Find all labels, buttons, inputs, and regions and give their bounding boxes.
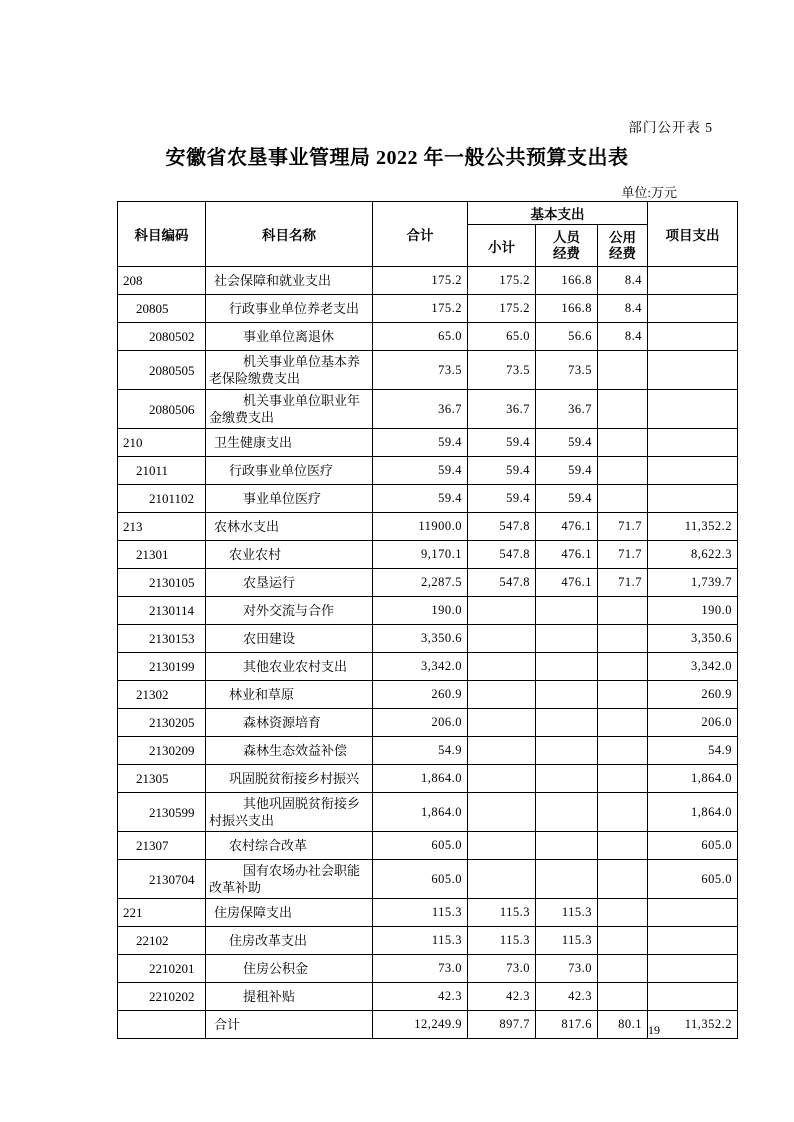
table-row: [118, 899, 738, 927]
cell-personnel-funds: 166.8: [536, 267, 598, 295]
cell-project-expenditure: [648, 899, 738, 927]
cell-basic-subtotal: [468, 681, 536, 709]
cell-personnel-funds: [536, 765, 598, 793]
cell-total: 3,350.6: [373, 625, 468, 653]
cell-public-funds: [598, 709, 648, 737]
table-row: [118, 351, 738, 390]
col-header-public-line2: 经费: [609, 245, 636, 261]
cell-subject-code: 208: [118, 267, 206, 295]
cell-subject-code: 221: [118, 899, 206, 927]
col-header-subject-code: 科目编码: [118, 202, 206, 267]
cell-public-funds: [598, 832, 648, 860]
cell-personnel-funds: 36.7: [536, 390, 598, 429]
cell-total: 115.3: [373, 899, 468, 927]
cell-public-funds: [598, 860, 648, 899]
col-header-personnel-line1: 人员: [553, 229, 580, 245]
cell-personnel-funds: [536, 597, 598, 625]
cell-project-expenditure: [648, 457, 738, 485]
cell-basic-subtotal: 73.5: [468, 351, 536, 390]
cell-subject-code: 2130704: [118, 860, 206, 899]
cell-subject-code: 213: [118, 513, 206, 541]
col-header-public-funds: [598, 225, 648, 267]
cell-basic-subtotal: 547.8: [468, 513, 536, 541]
col-header-personnel-funds: [536, 225, 598, 267]
cell-subject-code: 22102: [118, 927, 206, 955]
table-body: [118, 267, 738, 1039]
cell-basic-subtotal: 547.8: [468, 541, 536, 569]
cell-personnel-funds: 115.3: [536, 927, 598, 955]
cell-subject-name: 卫生健康支出: [206, 429, 373, 457]
cell-subject-name: 合计: [206, 1011, 373, 1039]
cell-public-funds: 80.1: [598, 1011, 648, 1039]
cell-basic-subtotal: 59.4: [468, 485, 536, 513]
cell-subject-code: 2130199: [118, 653, 206, 681]
cell-public-funds: [598, 653, 648, 681]
cell-subject-name: 农林水支出: [206, 513, 373, 541]
unit-label: 单位:万元: [621, 185, 677, 200]
table-row: [118, 653, 738, 681]
col-header-public-line1: 公用: [609, 229, 636, 245]
cell-total: 59.4: [373, 485, 468, 513]
table-row: [118, 429, 738, 457]
table-row: [118, 860, 738, 899]
table-row: [118, 295, 738, 323]
cell-project-expenditure: [648, 351, 738, 390]
cell-subject-name: 其他农业农村支出: [206, 653, 373, 681]
cell-total: 1,864.0: [373, 765, 468, 793]
cell-project-expenditure: [648, 390, 738, 429]
table-row: [118, 625, 738, 653]
cell-subject-code: 21302: [118, 681, 206, 709]
col-header-basic-subtotal: 小计: [468, 225, 536, 267]
cell-subject-code: 2080505: [118, 351, 206, 390]
cell-basic-subtotal: [468, 653, 536, 681]
table-row: [118, 569, 738, 597]
cell-subject-name: 事业单位医疗: [206, 485, 373, 513]
cell-total: 206.0: [373, 709, 468, 737]
cell-total: 175.2: [373, 267, 468, 295]
cell-public-funds: [598, 485, 648, 513]
cell-personnel-funds: [536, 832, 598, 860]
cell-subject-code: 210: [118, 429, 206, 457]
cell-public-funds: 8.4: [598, 295, 648, 323]
cell-total: 42.3: [373, 983, 468, 1011]
cell-subject-name: 行政事业单位医疗: [206, 457, 373, 485]
cell-public-funds: [598, 927, 648, 955]
cell-basic-subtotal: [468, 597, 536, 625]
cell-personnel-funds: 56.6: [536, 323, 598, 351]
budget-table: [117, 201, 738, 1039]
cell-subject-name: 对外交流与合作: [206, 597, 373, 625]
cell-public-funds: [598, 351, 648, 390]
col-header-total: 合计: [373, 202, 468, 267]
cell-subject-name: 事业单位离退休: [206, 323, 373, 351]
cell-basic-subtotal: [468, 709, 536, 737]
cell-subject-code: 20805: [118, 295, 206, 323]
cell-public-funds: [598, 597, 648, 625]
cell-basic-subtotal: 59.4: [468, 457, 536, 485]
table-row: [118, 323, 738, 351]
cell-personnel-funds: 476.1: [536, 541, 598, 569]
cell-subject-name: 林业和草原: [206, 681, 373, 709]
cell-project-expenditure: 605.0: [648, 832, 738, 860]
cell-subject-name: 国有农场办社会职能改革补助: [206, 860, 373, 899]
cell-project-expenditure: 8,622.3: [648, 541, 738, 569]
cell-personnel-funds: [536, 709, 598, 737]
cell-public-funds: [598, 983, 648, 1011]
cell-basic-subtotal: [468, 860, 536, 899]
cell-subject-code: 2130114: [118, 597, 206, 625]
cell-project-expenditure: [648, 429, 738, 457]
col-header-project-expenditure: 项目支出: [648, 202, 738, 267]
table-row: [118, 832, 738, 860]
table-row: [118, 513, 738, 541]
cell-project-expenditure: 54.9: [648, 737, 738, 765]
table-row: [118, 597, 738, 625]
cell-basic-subtotal: [468, 793, 536, 832]
cell-basic-subtotal: 36.7: [468, 390, 536, 429]
cell-personnel-funds: [536, 860, 598, 899]
cell-project-expenditure: 190.0: [648, 597, 738, 625]
cell-personnel-funds: 476.1: [536, 569, 598, 597]
cell-subject-name: 其他巩固脱贫衔接乡村振兴支出: [206, 793, 373, 832]
cell-public-funds: 8.4: [598, 323, 648, 351]
cell-public-funds: [598, 625, 648, 653]
cell-project-expenditure: 605.0: [648, 860, 738, 899]
cell-public-funds: [598, 765, 648, 793]
cell-project-expenditure: [648, 927, 738, 955]
cell-project-expenditure: 3,342.0: [648, 653, 738, 681]
cell-project-expenditure: 1,739.7: [648, 569, 738, 597]
page-title: 安徽省农垦事业管理局 2022 年一般公共预算支出表: [165, 147, 629, 169]
cell-project-expenditure: [648, 295, 738, 323]
cell-total: 190.0: [373, 597, 468, 625]
cell-basic-subtotal: [468, 625, 536, 653]
cell-total: 73.5: [373, 351, 468, 390]
cell-subject-name: 农垦运行: [206, 569, 373, 597]
cell-personnel-funds: [536, 793, 598, 832]
cell-subject-code: [118, 1011, 206, 1039]
cell-subject-name: 机关事业单位职业年金缴费支出: [206, 390, 373, 429]
table-row: [118, 983, 738, 1011]
cell-personnel-funds: 73.0: [536, 955, 598, 983]
cell-total: 1,864.0: [373, 793, 468, 832]
table-row: [118, 681, 738, 709]
cell-basic-subtotal: 115.3: [468, 927, 536, 955]
cell-basic-subtotal: 175.2: [468, 295, 536, 323]
cell-total: 11900.0: [373, 513, 468, 541]
cell-subject-code: 2101102: [118, 485, 206, 513]
cell-subject-code: 2210202: [118, 983, 206, 1011]
cell-project-expenditure: [648, 323, 738, 351]
cell-personnel-funds: 817.6: [536, 1011, 598, 1039]
cell-project-expenditure: 11,352.2: [648, 513, 738, 541]
cell-total: 3,342.0: [373, 653, 468, 681]
cell-personnel-funds: [536, 737, 598, 765]
cell-project-expenditure: 1,864.0: [648, 765, 738, 793]
cell-public-funds: [598, 681, 648, 709]
cell-subject-code: 2130153: [118, 625, 206, 653]
cell-project-expenditure: 206.0: [648, 709, 738, 737]
cell-project-expenditure: [648, 485, 738, 513]
cell-personnel-funds: 42.3: [536, 983, 598, 1011]
cell-basic-subtotal: 115.3: [468, 899, 536, 927]
table-row: [118, 485, 738, 513]
cell-personnel-funds: [536, 653, 598, 681]
table-row: [118, 737, 738, 765]
cell-public-funds: [598, 429, 648, 457]
cell-public-funds: [598, 737, 648, 765]
cell-total: 260.9: [373, 681, 468, 709]
cell-subject-name: 住房保障支出: [206, 899, 373, 927]
cell-basic-subtotal: 897.7: [468, 1011, 536, 1039]
cell-basic-subtotal: 547.8: [468, 569, 536, 597]
cell-total: 2,287.5: [373, 569, 468, 597]
cell-public-funds: [598, 457, 648, 485]
cell-basic-subtotal: 59.4: [468, 429, 536, 457]
table-row: [118, 927, 738, 955]
col-header-subject-name: 科目名称: [206, 202, 373, 267]
cell-subject-code: 2080502: [118, 323, 206, 351]
cell-subject-name: 森林资源培育: [206, 709, 373, 737]
cell-subject-code: 2130205: [118, 709, 206, 737]
table-row: [118, 1011, 738, 1039]
cell-total: 605.0: [373, 832, 468, 860]
cell-subject-name: 农业农村: [206, 541, 373, 569]
cell-total: 9,170.1: [373, 541, 468, 569]
table-row: [118, 709, 738, 737]
cell-total: 59.4: [373, 429, 468, 457]
cell-total: 605.0: [373, 860, 468, 899]
cell-subject-name: 行政事业单位养老支出: [206, 295, 373, 323]
cell-public-funds: 71.7: [598, 513, 648, 541]
cell-personnel-funds: 73.5: [536, 351, 598, 390]
table-row: [118, 955, 738, 983]
cell-subject-name: 农村综合改革: [206, 832, 373, 860]
cell-subject-name: 农田建设: [206, 625, 373, 653]
cell-total: 115.3: [373, 927, 468, 955]
cell-public-funds: [598, 899, 648, 927]
cell-project-expenditure: 11,352.2: [648, 1011, 738, 1039]
page-number: 19: [648, 1023, 660, 1037]
cell-total: 59.4: [373, 457, 468, 485]
cell-subject-code: 21011: [118, 457, 206, 485]
cell-total: 54.9: [373, 737, 468, 765]
cell-total: 73.0: [373, 955, 468, 983]
cell-personnel-funds: 59.4: [536, 485, 598, 513]
cell-basic-subtotal: 73.0: [468, 955, 536, 983]
col-header-personnel-line2: 经费: [553, 245, 580, 261]
table-row: [118, 765, 738, 793]
cell-subject-code: 2130209: [118, 737, 206, 765]
cell-basic-subtotal: [468, 765, 536, 793]
table-row: [118, 793, 738, 832]
cell-public-funds: 8.4: [598, 267, 648, 295]
table-row: [118, 267, 738, 295]
cell-basic-subtotal: 175.2: [468, 267, 536, 295]
cell-subject-code: 2080506: [118, 390, 206, 429]
cell-subject-name: 住房公积金: [206, 955, 373, 983]
cell-subject-code: 2210201: [118, 955, 206, 983]
cell-total: 12,249.9: [373, 1011, 468, 1039]
cell-project-expenditure: 1,864.0: [648, 793, 738, 832]
cell-project-expenditure: [648, 955, 738, 983]
col-header-basic-expenditure-group: 基本支出: [468, 202, 648, 225]
cell-subject-name: 机关事业单位基本养老保险缴费支出: [206, 351, 373, 390]
table-row: [118, 390, 738, 429]
table-row: [118, 541, 738, 569]
cell-project-expenditure: 3,350.6: [648, 625, 738, 653]
cell-personnel-funds: 115.3: [536, 899, 598, 927]
cell-public-funds: [598, 390, 648, 429]
cell-subject-name: 提租补贴: [206, 983, 373, 1011]
cell-subject-code: 21301: [118, 541, 206, 569]
cell-subject-code: 21307: [118, 832, 206, 860]
cell-public-funds: 71.7: [598, 569, 648, 597]
cell-project-expenditure: 260.9: [648, 681, 738, 709]
cell-basic-subtotal: [468, 737, 536, 765]
cell-subject-code: 2130105: [118, 569, 206, 597]
cell-subject-name: 巩固脱贫衔接乡村振兴: [206, 765, 373, 793]
cell-personnel-funds: 476.1: [536, 513, 598, 541]
form-number-label: 部门公开表 5: [628, 120, 713, 135]
cell-subject-name: 住房改革支出: [206, 927, 373, 955]
cell-total: 36.7: [373, 390, 468, 429]
cell-basic-subtotal: 42.3: [468, 983, 536, 1011]
cell-subject-code: 21305: [118, 765, 206, 793]
cell-basic-subtotal: [468, 832, 536, 860]
cell-public-funds: 71.7: [598, 541, 648, 569]
cell-project-expenditure: [648, 267, 738, 295]
cell-subject-code: 2130599: [118, 793, 206, 832]
cell-basic-subtotal: 65.0: [468, 323, 536, 351]
cell-subject-name: 森林生态效益补偿: [206, 737, 373, 765]
cell-personnel-funds: 166.8: [536, 295, 598, 323]
cell-personnel-funds: 59.4: [536, 429, 598, 457]
cell-subject-name: 社会保障和就业支出: [206, 267, 373, 295]
cell-total: 65.0: [373, 323, 468, 351]
table-header: [118, 202, 738, 267]
table-row: [118, 457, 738, 485]
cell-public-funds: [598, 793, 648, 832]
cell-personnel-funds: [536, 681, 598, 709]
cell-personnel-funds: 59.4: [536, 457, 598, 485]
cell-project-expenditure: [648, 983, 738, 1011]
cell-total: 175.2: [373, 295, 468, 323]
cell-personnel-funds: [536, 625, 598, 653]
cell-public-funds: [598, 955, 648, 983]
